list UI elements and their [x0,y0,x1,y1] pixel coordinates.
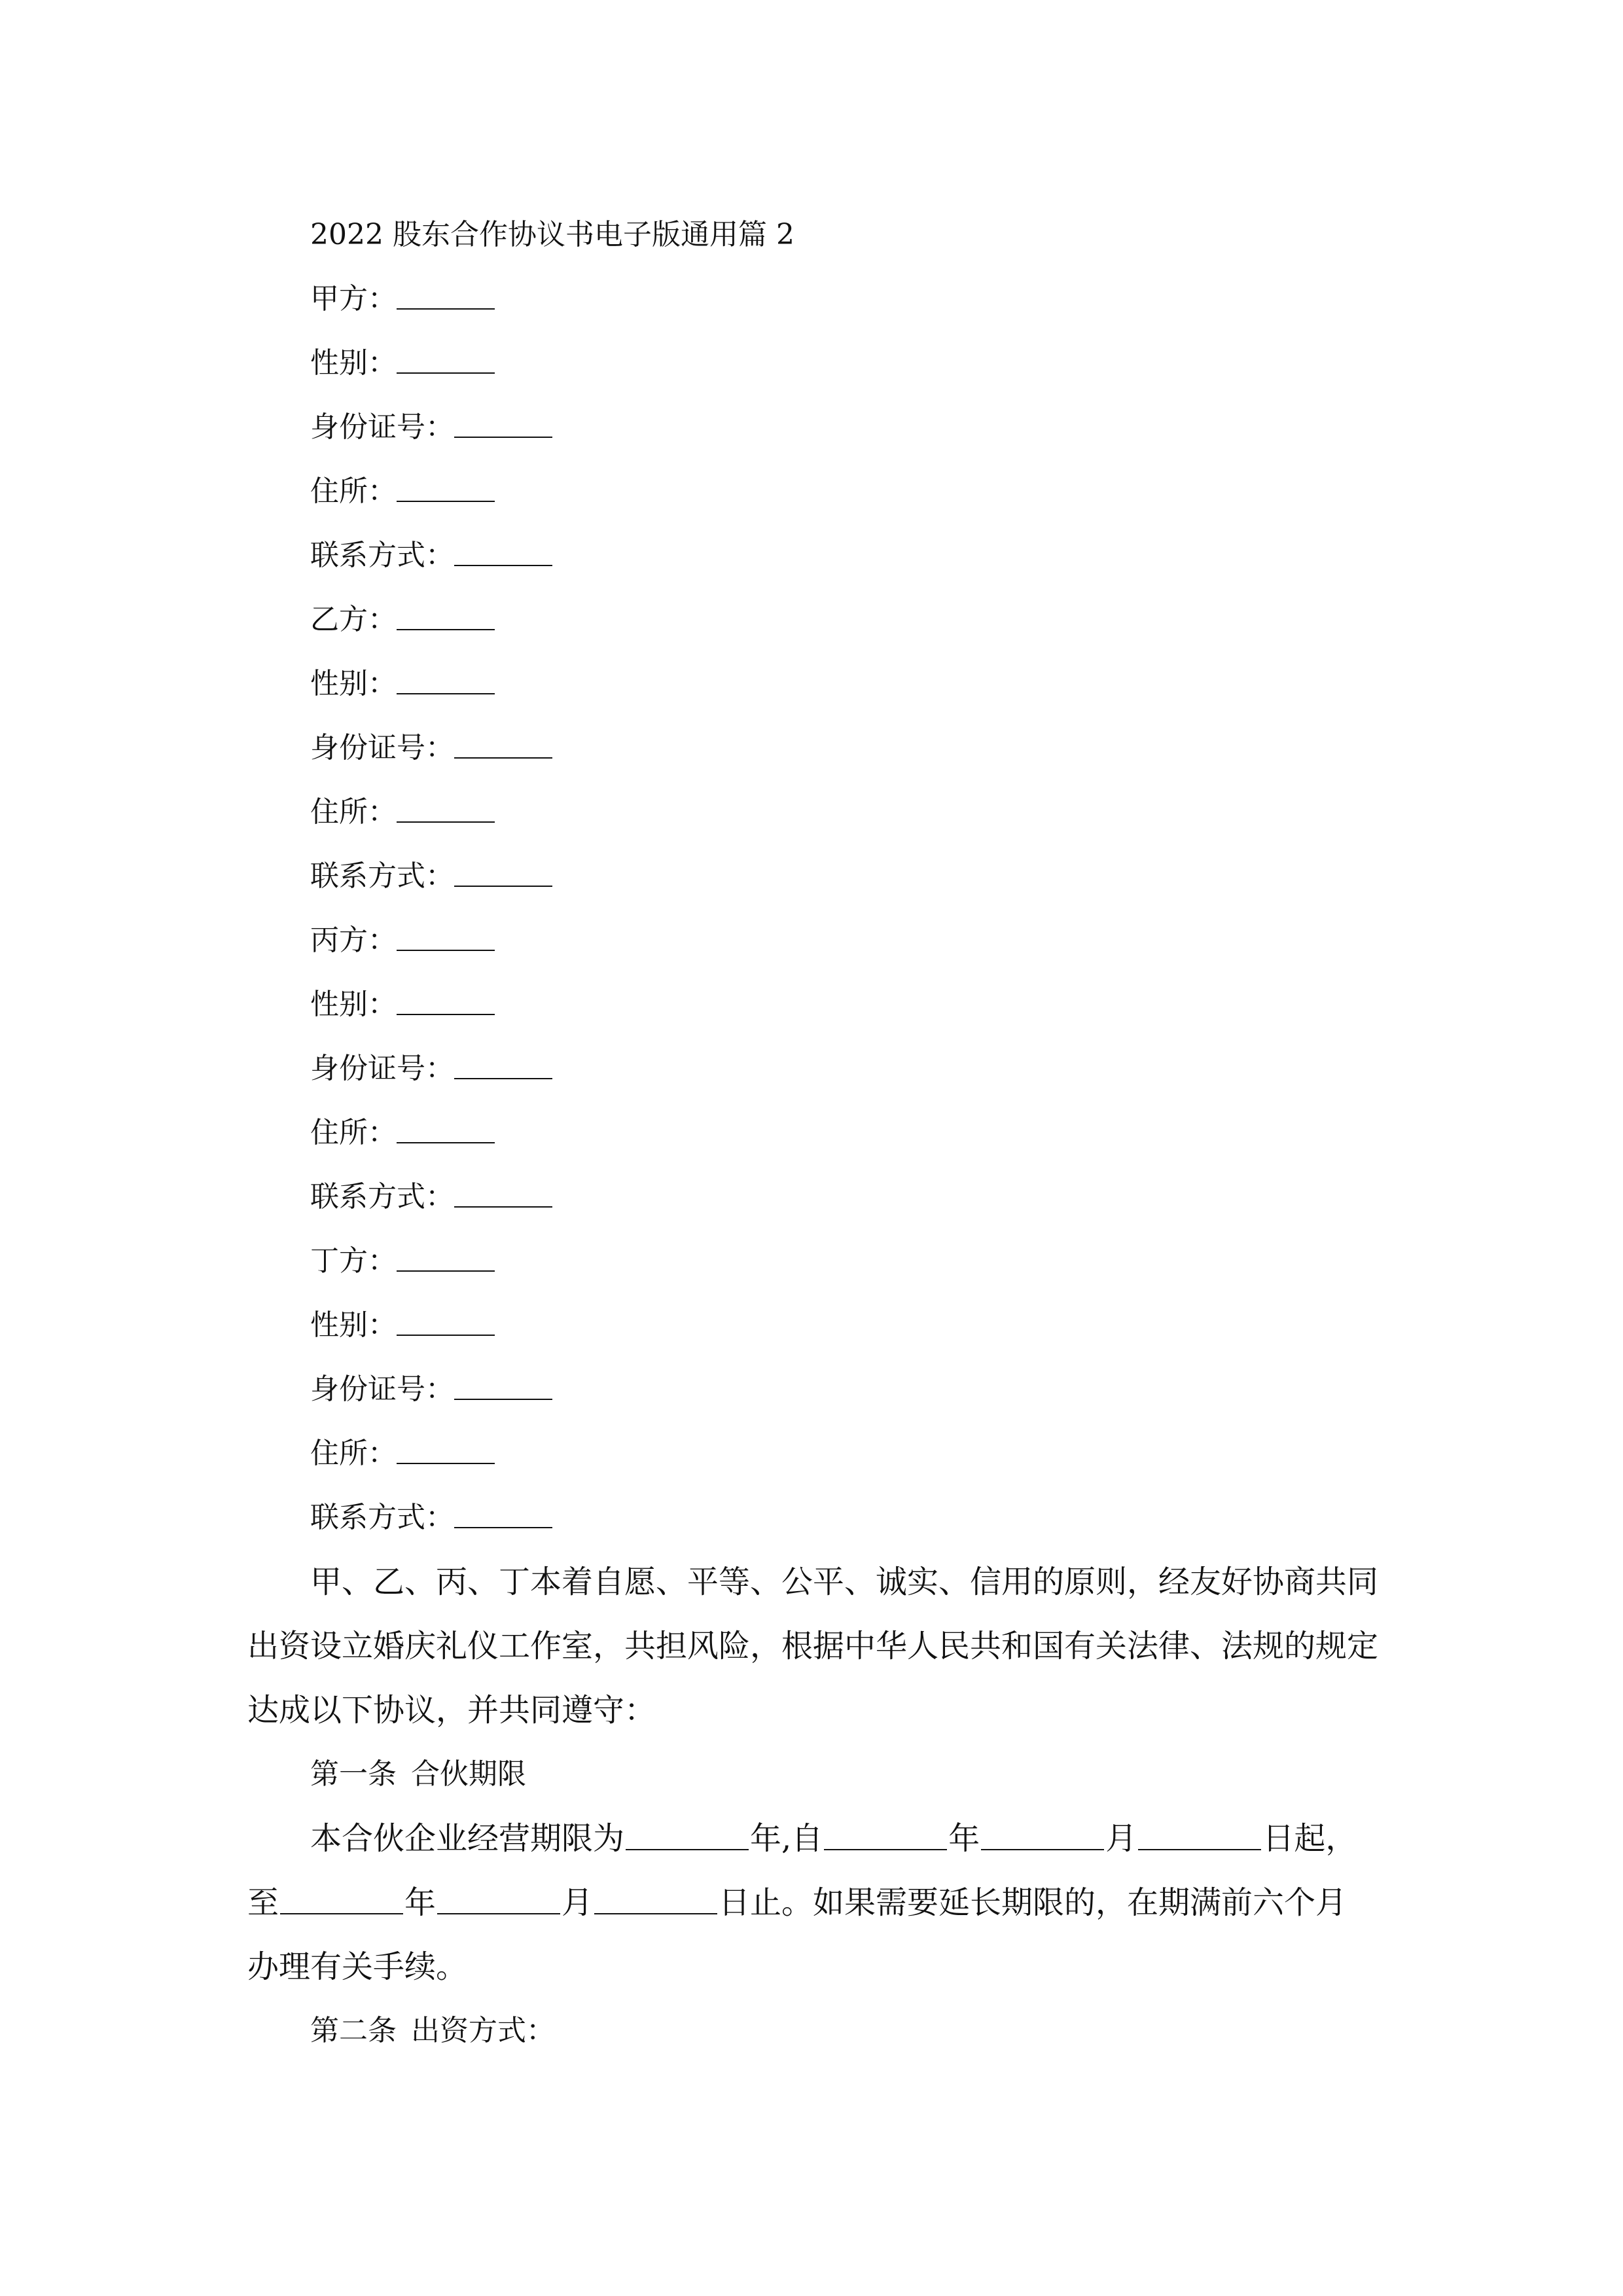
party-d-contact-label: 联系方式： [310,1501,454,1534]
party-a-gender-label: 性别： [310,346,397,380]
article-1-text-seg2: 年,自 [750,1820,823,1857]
article-1-title: 合伙期限 [411,1757,526,1791]
party-d-block [247,1229,1378,1550]
party-d-contact-line [247,1486,1378,1550]
party-c-address-line [247,1101,1378,1165]
article-1-text-seg6: 年 [404,1884,437,1921]
party-a-block [247,267,1378,588]
article-1-text-seg5: 日起，至 [247,1820,1357,1921]
article-1-text-seg1: 本合伙企业经营期限为 [310,1820,625,1857]
document-title: 2022 股东合作协议书电子版通用篇 2 [310,218,794,251]
party-c-name-blank [397,924,495,951]
preamble-paragraph: 甲、乙、丙、丁本着自愿、平等、公平、诚实、信用的原则，经友好协商共同出资设立婚庆礼仪工作室，共担风险，根据中华人民共和国有关法律、法规的规定达成以下协议，并共同遵守： [247,1564,1379,1729]
party-a-address-label: 住所： [310,475,397,508]
party-c-contact-line [247,1165,1378,1229]
party-d-gender-blank [397,1308,495,1336]
article-2-title: 出资方式： [411,2014,555,2047]
article-2-heading [247,1999,1378,2063]
article-1-heading [247,1742,1378,1806]
party-c-address-blank [397,1116,495,1143]
party-c-contact-blank [454,1180,552,1208]
party-b-name-blank [397,603,495,630]
party-d-id-blank [454,1372,552,1400]
party-b-address-label: 住所： [310,795,397,829]
party-b-id-blank [454,731,552,759]
party-b-id-label: 身份证号： [310,731,454,764]
party-d-id-label: 身份证号： [310,1372,454,1406]
party-b-contact-label: 联系方式： [310,859,454,893]
article-1-text-seg4: 月 [1105,1820,1137,1857]
party-d-name-blank [397,1244,495,1272]
party-b-gender-blank [397,667,495,694]
party-a-id-label: 身份证号： [310,410,454,444]
party-d-name-line [247,1229,1378,1293]
document-body [247,203,1378,2063]
party-a-address-line [247,459,1378,524]
party-b-gender-line [247,652,1378,716]
party-b-address-line [247,780,1378,844]
party-b-block [247,588,1378,908]
party-a-contact-line [247,524,1378,588]
end-year-blank [280,1887,403,1914]
article-1-text-seg7: 月 [562,1884,594,1921]
start-month-blank [981,1823,1104,1850]
party-d-address-blank [397,1437,495,1464]
party-d-id-line [247,1357,1378,1422]
party-b-contact-line [247,844,1378,908]
party-c-id-blank [454,1052,552,1079]
party-c-address-label: 住所： [310,1116,397,1149]
party-a-id-line [247,395,1378,459]
article-1-text-seg3: 年 [948,1820,980,1857]
end-month-blank [437,1887,560,1914]
party-a-name-line [247,267,1378,331]
start-year-blank [824,1823,947,1850]
party-d-address-line [247,1422,1378,1486]
party-a-contact-blank [454,539,552,566]
term-years-blank [626,1823,749,1850]
article-1-number: 第一条 [310,1757,397,1791]
party-c-gender-line [247,973,1378,1037]
party-b-contact-blank [454,859,552,887]
party-c-gender-label: 性别： [310,988,397,1021]
party-a-contact-label: 联系方式： [310,539,454,572]
party-d-gender-label: 性别： [310,1308,397,1342]
article-1-paragraph [247,1806,1378,1999]
party-c-contact-label: 联系方式： [310,1180,454,1213]
party-d-contact-blank [454,1501,552,1528]
party-c-name-label: 丙方： [310,924,397,957]
party-a-id-blank [454,410,552,438]
party-a-address-blank [397,475,495,502]
start-day-blank [1138,1823,1261,1850]
party-c-id-label: 身份证号： [310,1052,454,1085]
party-c-name-line [247,908,1378,973]
party-b-name-label: 乙方： [310,603,397,636]
party-b-gender-label: 性别： [310,667,397,700]
party-b-name-line [247,588,1378,652]
party-a-name-blank [397,282,495,310]
party-a-name-label: 甲方： [310,282,397,315]
party-d-name-label: 丁方： [310,1244,397,1278]
party-d-address-label: 住所： [310,1437,397,1470]
party-c-id-line [247,1037,1378,1101]
party-c-gender-blank [397,988,495,1015]
party-a-gender-blank [397,346,495,374]
party-a-gender-line [247,331,1378,395]
party-c-block [247,908,1378,1229]
article-2-number: 第二条 [310,2014,397,2047]
party-b-id-line [247,716,1378,780]
party-b-address-blank [397,795,495,823]
party-d-gender-line [247,1293,1378,1357]
end-day-blank [594,1887,717,1914]
article-1-text-seg8: 日止。如果需要延长期限的，在期满前六个月办理有关手续。 [247,1884,1347,1985]
